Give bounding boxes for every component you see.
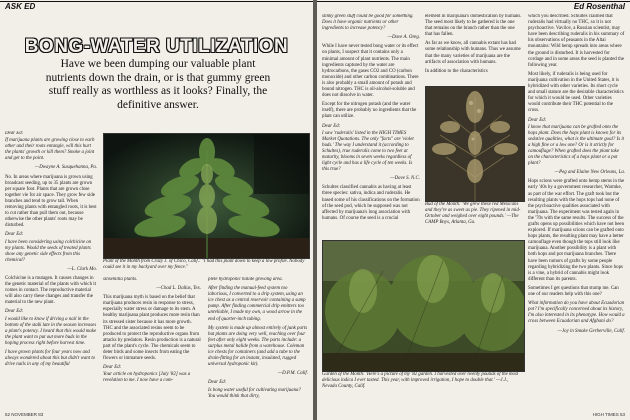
letter-signature: —Dave S. N.C.	[390, 176, 420, 182]
letter-text: I know that marijuana can be grafted onto the hops plant. Does the hops plant is known for its sedative qualities, what is the ultimate goal? Is it a high fine or a low one? Or is it strictly for camouflage? When grafted does the plant take on the characteristics of a hops plant or a pot plant?	[528, 124, 625, 167]
letter-signature: —Joy in Smoke Gerberville, Calif.	[557, 328, 625, 334]
letter-salutation: Dear Ed:	[528, 117, 547, 123]
letter-text: I have grown plants for four years now and always wondered about this but didn't want to drive nails in any of my beautiful	[5, 350, 96, 368]
section-label: ASK ED	[5, 2, 36, 11]
answer-text: Sometimes I get questions that stump me. Can one of our readers help with this one?	[528, 285, 619, 298]
answer-text: In addition to the characteristics	[425, 68, 488, 74]
col-content	[322, 14, 420, 222]
letter-text: sinsemilla plants.	[103, 277, 138, 282]
left-column-1	[5, 131, 97, 411]
letter-text: Is bong water useful for cultivating marijuana? You would think that dirty,	[208, 387, 301, 399]
col-content	[425, 14, 523, 75]
garden-of-month-photo	[322, 240, 525, 372]
letter-text: I saw 'ruderalis' listed in the HIGH TIMES Market Quotations. The only "facts" are 'violet buds.' The way I understand it (according to Schultes), true ruderalis come to two feet at maturity, blooms in seven weeks regardless of light cycle and has a life cycle of ten weeks. Is this true?	[322, 130, 414, 173]
letter-signature: —D.P.M. Calif.	[277, 371, 308, 377]
plant-of-month-caption: Plant of the Month from Crazy J. of Chico, Calif.: "I had this plant down to keep a low profile. Nobody could see it in my backyard over my fence."	[103, 259, 305, 270]
plant-of-month-photo	[103, 133, 310, 259]
col-content	[103, 277, 201, 385]
letter-text: plete hydroponic halide growing area.	[208, 277, 283, 282]
letter-signature: —L. Clark Mo.	[67, 266, 97, 272]
col-content	[528, 14, 625, 335]
headline: BONG-WATER UTILIZATION	[24, 36, 289, 57]
right-column-2	[425, 14, 523, 78]
letter-salutation: Dear Ed:	[5, 131, 24, 136]
answer-text: element in marijuana's domestication by humans. The seed most likely to be gathered is the one that remains on the branch rather than the one that has fallen.	[425, 14, 522, 38]
letter-text: What information do you have about Ecuadorian pot? I'm specifically concerned about its history, I'm also interested in its phenotype. How would a cross between Ecuadorian and Afghani do?	[528, 301, 625, 325]
answer-text: Except for the nitrogen potash (and the water itself), there are probably no ingredients that the plant can utilize.	[322, 102, 417, 120]
dek: Have we been dumping our valuable plant nutrients down the drain, or is that gummy green stuff really as worthless as it looks? Finally, the definitive answer.	[45, 58, 271, 111]
letter-text: I have been considering using colchicine on my plants. Would the seeds of treated plants show any genetic side effects from this chemical?	[5, 239, 92, 263]
letter-salutation: Dear Ed:	[5, 309, 24, 315]
letter-signature: —Dwayne A. Susquehanna, Pa.	[34, 165, 97, 171]
letter-signature: —Dave A. Oreg.	[387, 35, 420, 41]
plant-photo-image	[104, 134, 309, 258]
left-column-2	[103, 277, 201, 411]
header-rule	[0, 1, 313, 11]
letter-salutation: Dear Ed:	[103, 365, 122, 371]
letter-text: After finding the manual-feed system too laborious, I converted to a drip system, using an ice chest as a central reservoir containing a sump pump. After finding commercial drip emitters too unreliable, I made my own, a wood arrow in the end of quarter-inch tubing.	[208, 286, 306, 322]
answer-text: Colchicine is a mutagen. It causes changes in the genetic material of the plants with which it comes in contact. The reproductive material will also carry these changes and transfer the material to the new plant.	[5, 275, 96, 306]
letter-salutation: Dear Ed:	[5, 232, 24, 238]
letter-text: I would like to know if driving a nail in the bottom of the stalk late in the season increases a plant's potency. I heard that this would make the plant want to put out more buds in the hoping process right before harvest time.	[5, 316, 97, 346]
letter-salutation: Dear Ed:	[322, 123, 341, 129]
answer-text: Hops scions were grafted onto hemp stems in the early '40s by a government researcher, Warmke, as part of the war effort. The graft took but the resulting plants with the hops tops had none of the psychoactive qualities associated with marijuana. The experiment was tested again in the '70s with the same results. The success of the grafts opens up possibilities which have not been explored. If marijuana scions can be grafted onto hops plants, the resulting plant may have a better camouflage even though the tops still look like marijuana. Another possibility is a plant with both hops and pot marijuana branches. There have been rumors of grafts by some people regarding hybridizing the two plants. Since hops is a vine, a hybrid of cannabis might look different than its parents.	[528, 179, 625, 282]
bud-photo-image	[426, 87, 524, 201]
garden-photo-image	[323, 241, 524, 371]
answer-text: which you described. Schultes claimed that ruderalis had virtually no THC, so it is not psychoactive. Vavilov, a Russian scientist, may have been describing ruderalis in his summary of his observations of peasants in the Altai mountains: Wild hemp spreads into areas where the ground is disturbed. It is harvested for cordage and in some areas the seed is planted the following year.	[528, 14, 625, 68]
letter-signature: —Peg and Elaine New Orleans, La.	[554, 170, 625, 176]
answer-text: No. In areas where marijuana is grown using broadcast seeding, up to 35 plants are grown per square foot. Plants that are grown close together vie for air space. They grow few side branches and tend to grow tall. When removing plants with entangled roots, it is best to cut rather than pull them out, because otherwise the other plants' roots may be disturbed.	[5, 174, 97, 229]
letter-text: Your article on hydroponics [July '82] was a revelation to me. I now have a com-	[103, 372, 191, 384]
left-page	[0, 0, 313, 420]
answer-text: As far as we know, all cannabis extant has had some relationship with humans. Thus we assume that the many varieties of marijuana are the artifacts of association with humans.	[425, 41, 521, 65]
answer-text: This marijuana myth is based on the belief that marijuana produces resin in response to stress, especially water stress or damage to its stem. A healthy marijuana plant produces more resin than its stressed sister because it has more growth. THC and the associated resins seem to be produced to protect the reproductive organs from attacks by predators. Resin production is a natural part of the plant's cycle. The chemicals seem to deter birds and some insects from eating the flowers or immature seeds.	[103, 295, 201, 362]
answer-text: While I have never tested bong water or its effect on plants, I suspect that it contains only a minimal amount of plant nutrients. The main ingredients captured by the water are hydrocarbons, the gases CO2 and CO (carbon monoxide) and other carbon combinations. There is also probably a small amount of potash and bound nitrogen. THC is oil-alcohol-soluble and does not dissolve in water.	[322, 44, 419, 99]
bud-of-month-photo	[425, 86, 525, 202]
letter-salutation: Dear Ed:	[208, 380, 227, 386]
page-folio-right: HIGH TIMES 53	[592, 412, 625, 417]
left-column-3	[208, 277, 308, 411]
answer-text: Most likely, if ruderalis is being used for marijuana cultivation in the United States, it is hybridized with other varieties. Its short cycle and small stature are the desirable characteristics for which it would be used. Other varieties would contribute their THC potential to the cross.	[528, 71, 624, 114]
col-content	[5, 131, 97, 368]
page-folio-left: 52 NOVEMBER 83	[5, 412, 44, 417]
bud-of-month-caption: Bud of the Month: 'We grew these red Mexicans and they're as sweet as pie. They ripened in mid-October and weighed over eight pounds.' —The CAMP Boys, Atlanta, Ga.	[425, 202, 521, 225]
right-page	[317, 0, 630, 420]
garden-of-month-caption: Garden of the Month: 'Here's a picture of my '82 garden. I harvested over twenty pounds of the most delicious indica I ever tasted. This year, with improved irrigation, I hope to double that.' —J.J., Nevada County, Calif.	[322, 372, 519, 389]
col-content	[208, 277, 308, 400]
right-column-3	[528, 14, 625, 412]
answer-text: Schultes classified cannabis as having at least three species: sativa, indica and ruderalis. He based some of his classifications on the formation of the seed pod, which he supposed was not affected by marijuana's long association with humans. Of course the seed is a crucial	[322, 185, 420, 221]
letter-text: If marijuana plants are growing close to each other and their roots entangle, will this hurt the plants' growth or kill them? Smoke a joint and get to the point.	[5, 138, 95, 162]
letter-text: stinky green stuff could be good for something. Does it have organic nutrients or other ingredients to increase potency?	[322, 14, 414, 32]
section-label: Ed Rosenthal	[573, 2, 625, 11]
letter-signature: —Chad L. Dallas, Tex.	[156, 286, 201, 292]
letter-text: My system is made up almost entirely of junk parts but plants are doing very well, reaching over four feet after only eight weeks. The parts include: a surplus metal halide from a warehouse. Coleman ice chests for containers (and add a tube to the drain-fitting for an instant, insulated, rugged universal hydroponic kit).	[208, 325, 308, 368]
